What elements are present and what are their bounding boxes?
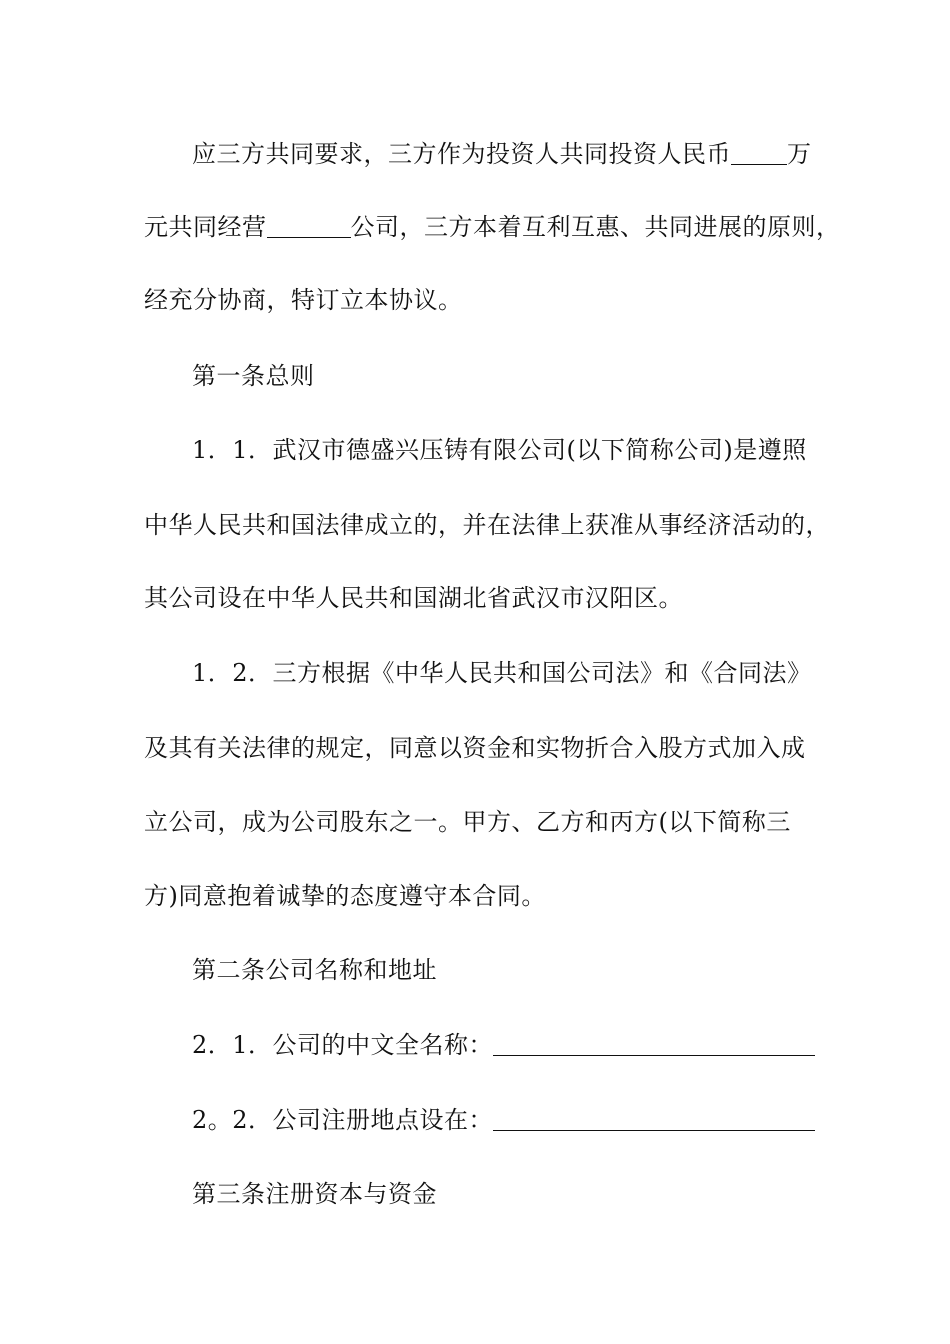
- clause-1-1-line-3: 其公司设在中华人民共和国湖北省武汉市汉阳区。: [144, 584, 683, 612]
- intro-line-1-unit: 万: [787, 140, 812, 168]
- article-1-heading: 第一条总则: [192, 362, 315, 390]
- clause-2-1: [0, 1025, 950, 1065]
- clause-2-2: [0, 1100, 950, 1140]
- clause-1-1-line-1: 1．1．武汉市德盛兴压铸有限公司(以下简称公司)是遵照: [192, 436, 807, 464]
- investment-amount-blank: [731, 136, 787, 165]
- clause-2-2-label: 2。2．公司注册地点设在：: [192, 1106, 494, 1134]
- clause-1-2-line-4: 方)同意抱着诚挚的态度遵守本合同。: [144, 882, 546, 910]
- intro-line-1: [0, 134, 950, 174]
- clause-1-1-line-2: 中华人民共和国法律成立的，并在法律上获准从事经济活动的，: [144, 511, 830, 539]
- clause-2-1-label: 2．1．公司的中文全名称：: [192, 1031, 494, 1059]
- registered-address-blank: [493, 1102, 815, 1131]
- clause-1-2-line-3: 立公司，成为公司股东之一。甲方、乙方和丙方(以下简称三: [144, 808, 791, 836]
- article-3-heading: 第三条注册资本与资金: [192, 1180, 437, 1208]
- article-2-heading: 第二条公司名称和地址: [192, 956, 437, 984]
- company-name-blank: [493, 1027, 815, 1056]
- intro-line-2-suffix: 公司，三方本着互利互惠、共同进展的原则，: [350, 213, 841, 241]
- intro-line-3: 经充分协商，特订立本协议。: [144, 286, 463, 314]
- intro-line-2-prefix: 元共同经营: [144, 213, 267, 241]
- intro-line-1-text: 应三方共同要求，三方作为投资人共同投资人民币: [192, 140, 731, 168]
- business-name-blank: [267, 209, 351, 238]
- clause-1-2-line-2: 及其有关法律的规定，同意以资金和实物折合入股方式加入成: [144, 734, 806, 762]
- clause-1-2-line-1: 1．2．三方根据《中华人民共和国公司法》和《合同法》: [192, 659, 812, 687]
- intro-line-2: [0, 207, 950, 247]
